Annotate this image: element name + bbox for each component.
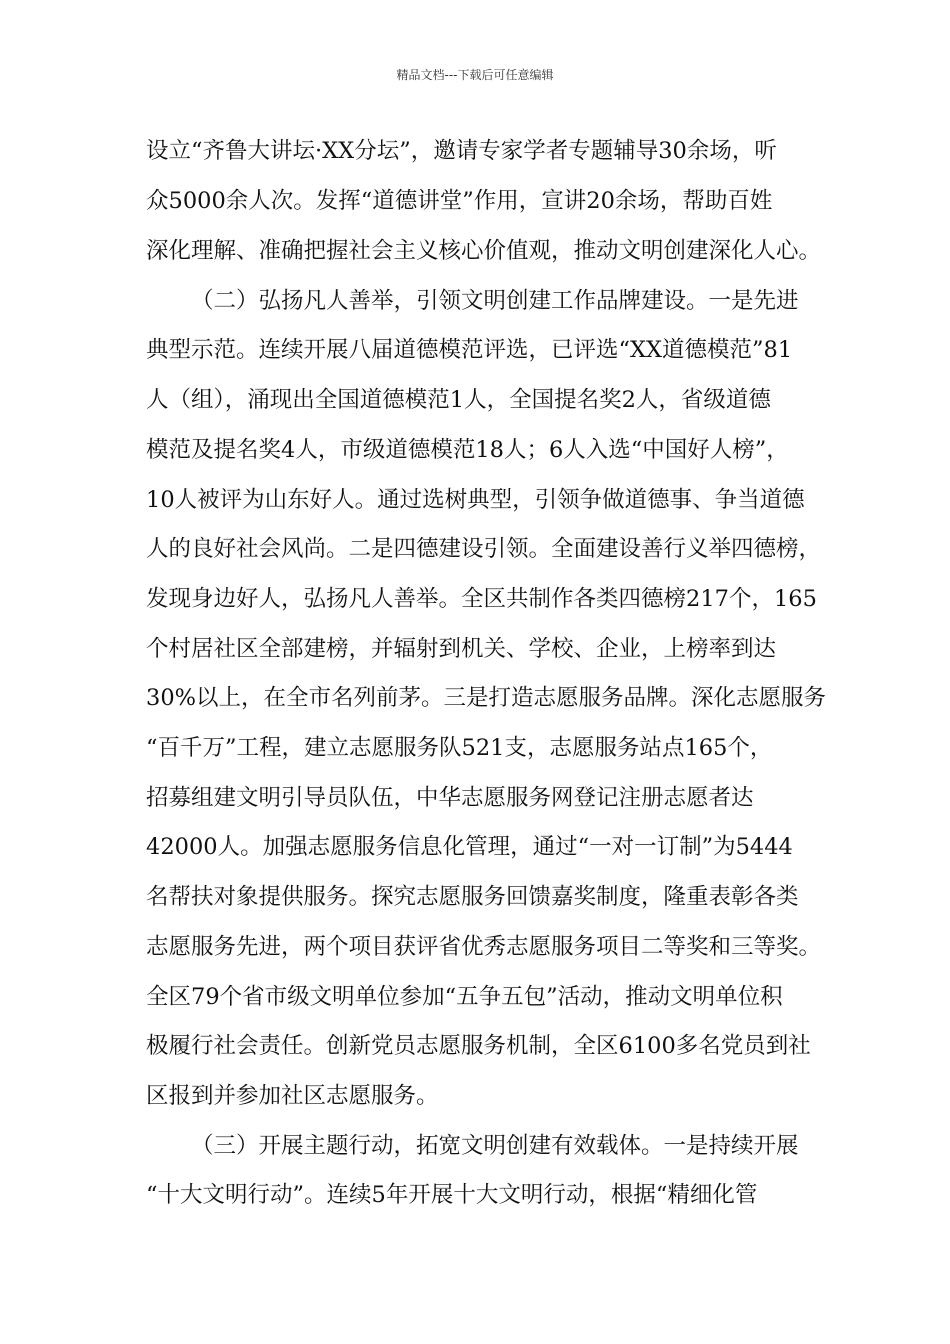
text-line: 10人被评为山东好人。通过选树典型，引领争做道德事、争当道德 [146, 487, 805, 513]
text-line: 30%以上，在全市名列前茅。三是打造志愿服务品牌。深化志愿服务 [146, 685, 827, 711]
text-line: “十大文明行动”。连续5年开展十大文明行动，根据“精细化管 [146, 1182, 758, 1208]
text-line: “百千万”工程，建立志愿服务队521支，志愿服务站点165个， [146, 735, 773, 761]
text-line: 设立“齐鲁大讲坛·XX分坛”，邀请专家学者专题辅导30余场，听 [146, 138, 777, 164]
text-line: 个村居社区全部建榜，并辐射到机关、学校、企业，上榜率到达 [146, 636, 777, 662]
text-line: 极履行社会责任。创新党员志愿服务机制，全区6100多名党员到社 [146, 1033, 811, 1059]
text-line: 发现身边好人，弘扬凡人善举。全区共制作各类四德榜217个，165 [146, 586, 817, 612]
text-line: 招募组建文明引导员队伍，中华志愿服务网登记注册志愿者达 [146, 785, 754, 811]
text-line: 人（组），涌现出全国道德模范1人，全国提名奖2人，省级道德 [146, 387, 771, 413]
text-line: 名帮扶对象提供服务。探究志愿服务回馈嘉奖制度，隆重表彰各类 [146, 884, 799, 910]
text-line: 模范及提名奖4人，市级道德模范18人；6人入选“中国好人榜”， [146, 437, 789, 463]
text-line: 42000人。加强志愿服务信息化管理，通过“一对一订制”为5444 [146, 834, 793, 860]
text-line: 志愿服务先进，两个项目获评省优秀志愿服务项目二等奖和三等奖。 [146, 934, 822, 960]
text-line: 深化理解、准确把握社会主义核心价值观，推动文明创建深化人心。 [146, 238, 822, 264]
text-line: 众5000余人次。发挥“道德讲堂”作用，宣讲20余场，帮助百姓 [146, 188, 773, 214]
section-heading-line: （二）弘扬凡人善举，引领文明创建工作品牌建设。一是先进 [191, 288, 799, 314]
page-header: 精品文档---下载后可任意编辑 [396, 68, 554, 82]
section-heading-line: （三）开展主题行动，拓宽文明创建有效载体。一是持续开展 [191, 1133, 799, 1159]
text-line: 全区79个省市级文明单位参加“五争五包”活动，推动文明单位积 [146, 984, 783, 1010]
text-line: 人的良好社会风尚。二是四德建设引领。全面建设善行义举四德榜， [146, 536, 822, 562]
text-line: 典型示范。连续开展八届道德模范评选，已评选“XX道德模范”81 [146, 337, 793, 363]
text-line: 区报到并参加社区志愿服务。 [146, 1083, 439, 1109]
